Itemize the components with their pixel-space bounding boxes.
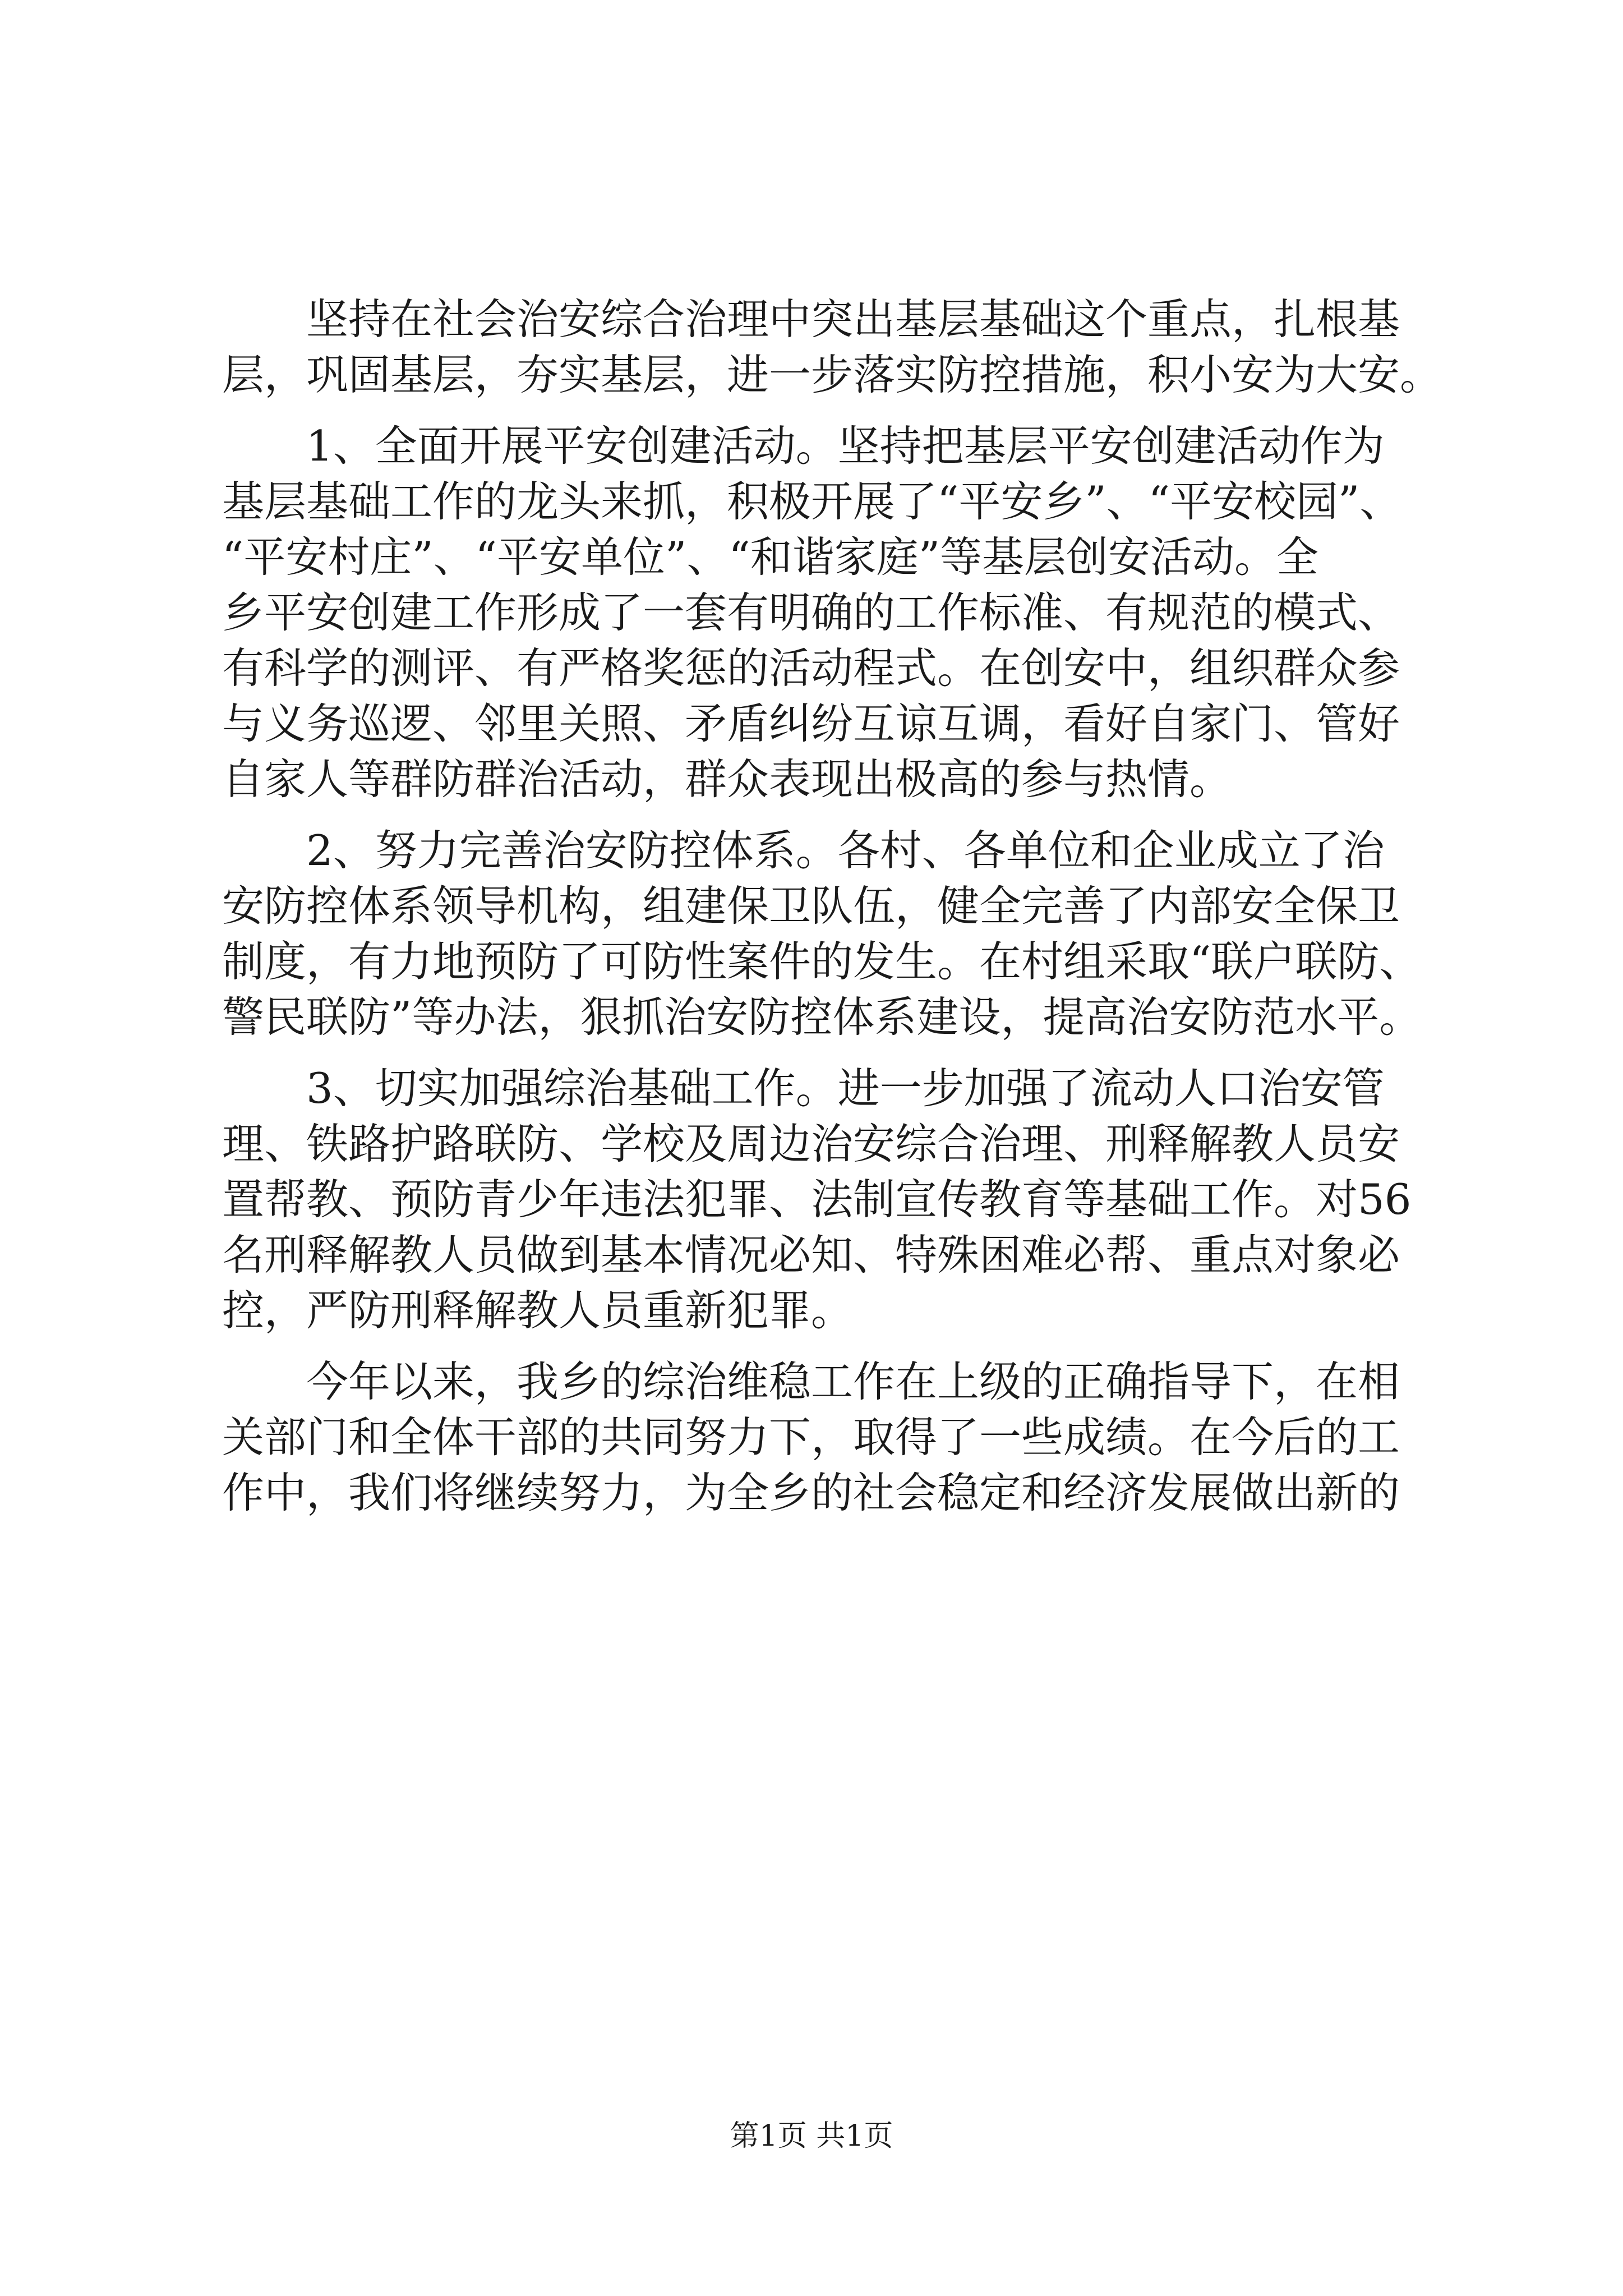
paragraph-1 — [222, 292, 1442, 403]
paragraph-line: 3、切实加强综治基础工作。进一步加强了流动人口治安管 — [306, 1064, 1385, 1113]
paragraph-line: 乡平安创建工作形成了一套有明确的工作标准、有规范的模式、 — [222, 588, 1400, 637]
paragraph-3 — [222, 823, 1422, 1045]
paragraph-line: 坚持在社会治安综合治理中突出基层基础这个重点，扎根基 — [306, 295, 1400, 344]
paragraph-line: 置帮教、预防青少年违法犯罪、法制宣传教育等基础工作。对56 — [222, 1175, 1412, 1224]
paragraph-line: 理、铁路护路联防、学校及周边治安综合治理、刑释解教人员安 — [222, 1119, 1400, 1168]
paragraph-line: “平安村庄”、“平安单位”、“和谐家庭”等基层创安活动。全 — [222, 532, 1319, 582]
page-footer — [0, 2119, 1623, 2153]
paragraph-4 — [222, 1061, 1422, 1338]
page-number-label: 第1页 共1页 — [730, 2119, 893, 2153]
document-body — [222, 292, 1442, 1521]
paragraph-line: 基层基础工作的龙头来抓，积极开展了“平安乡”、“平安校园”、 — [222, 477, 1402, 526]
paragraph-line: 有科学的测评、有严格奖惩的活动程式。在创安中，组织群众参 — [222, 643, 1400, 693]
paragraph-line: 制度，有力地预防了可防性案件的发生。在村组采取“联户联防、 — [222, 937, 1422, 986]
paragraph-line: 安防控体系领导机构，组建保卫队伍，健全完善了内部安全保卫 — [222, 881, 1400, 931]
paragraph-line: 层，巩固基层，夯实基层，进一步落实防控措施，积小安为大安。 — [222, 350, 1442, 399]
paragraph-2 — [222, 418, 1422, 807]
paragraph-line: 关部门和全体干部的共同努力下，取得了一些成绩。在今后的工 — [222, 1412, 1400, 1462]
paragraph-line: 控，严防刑释解教人员重新犯罪。 — [222, 1286, 854, 1335]
paragraph-line: 2、努力完善治安防控体系。各村、各单位和企业成立了治 — [306, 826, 1385, 875]
paragraph-line: 1、全面开展平安创建活动。坚持把基层平安创建活动作为 — [306, 421, 1385, 471]
paragraph-line: 作中，我们将继续努力，为全乡的社会稳定和经济发展做出新的 — [222, 1468, 1400, 1517]
paragraph-line: 警民联防”等办法，狠抓治安防控体系建设，提高治安防范水平。 — [222, 992, 1422, 1042]
paragraph-line: 名刑释解教人员做到基本情况必知、特殊困难必帮、重点对象必 — [222, 1230, 1400, 1280]
paragraph-5 — [222, 1354, 1422, 1521]
paragraph-line: 与义务巡逻、邻里关照、矛盾纠纷互谅互调，看好自家门、管好 — [222, 699, 1400, 748]
paragraph-line: 自家人等群防群治活动，群众表现出极高的参与热情。 — [222, 754, 1232, 804]
paragraph-line: 今年以来，我乡的综治维稳工作在上级的正确指导下，在相 — [306, 1357, 1400, 1406]
